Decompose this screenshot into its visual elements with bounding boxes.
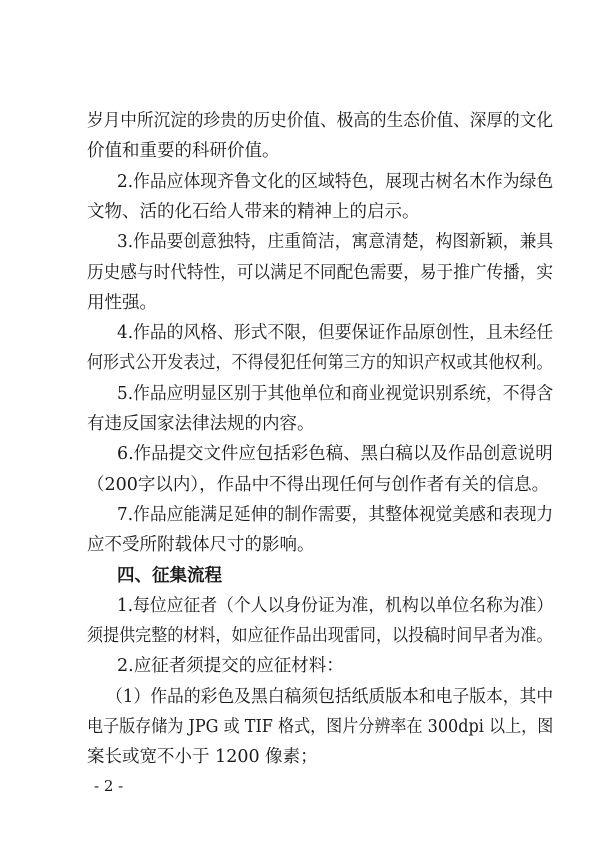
body-line-8: 4.作品的风格、形式不限，但要保证作品原创性，且未经任 (117, 323, 554, 344)
page-number: - 2 - (94, 777, 124, 795)
body-line-2: 价值和重要的科研价值。 (87, 141, 280, 162)
body-line-15: 应不受所附载体尺寸的影响。 (87, 535, 315, 556)
body-line-7: 用性强。 (87, 292, 157, 313)
body-line-10: 5.作品应明显区别于其他单位和商业视觉识别系统，不得含 (117, 383, 554, 404)
body-line-19: 2.应征者须提交的应征材料： (117, 656, 344, 677)
body-line-6: 历史感与时代特性，可以满足不同配色需要，易于推广传播，实 (87, 262, 553, 283)
body-line-13: （200字以内），作品中不得出现任何与创作者有关的信息。 (87, 474, 550, 495)
body-line-18: 须提供完整的材料，如应征作品出现雷同，以投稿时间早者为准。 (87, 626, 553, 647)
body-line-9: 何形式公开发表过，不得侵犯任何第三方的知识产权或其他权利。 (87, 353, 553, 374)
body-line-5: 3.作品要创意独特，庄重简洁，寓意清楚，构图新颖，兼具 (117, 232, 554, 253)
body-line-17: 1.每位应征者（个人以身份证为准，机构以单位名称为准） (117, 595, 554, 616)
body-line-12: 6.作品提交文件应包括彩色稿、黑白稿以及作品创意说明 (117, 444, 553, 465)
body-line-3: 2.作品应体现齐鲁文化的区域特色，展现古树名木作为绿色 (117, 171, 554, 192)
body-line-4: 文物、活的化石给人带来的精神上的启示。 (87, 201, 420, 222)
body-line-20: （1）作品的彩色及黑白稿须包括纸质版本和电子版本，其中 (106, 686, 554, 707)
section-heading-collection-process: 四、征集流程 (117, 565, 222, 586)
body-line-1: 岁月中所沉淀的珍贵的历史价值、极高的生态价值、深厚的文化 (87, 111, 553, 131)
body-line-14: 7.作品应能满足延伸的制作需要，其整体视觉美感和表现力 (117, 504, 554, 525)
body-line-21: 电子版存储为 JPG 或 TIF 格式，图片分辨率在 300dpi 以上，图 (87, 717, 554, 737)
body-line-11: 有违反国家法律法规的内容。 (87, 414, 315, 434)
body-line-22: 案长或宽不小于 1200 像素； (87, 747, 318, 768)
